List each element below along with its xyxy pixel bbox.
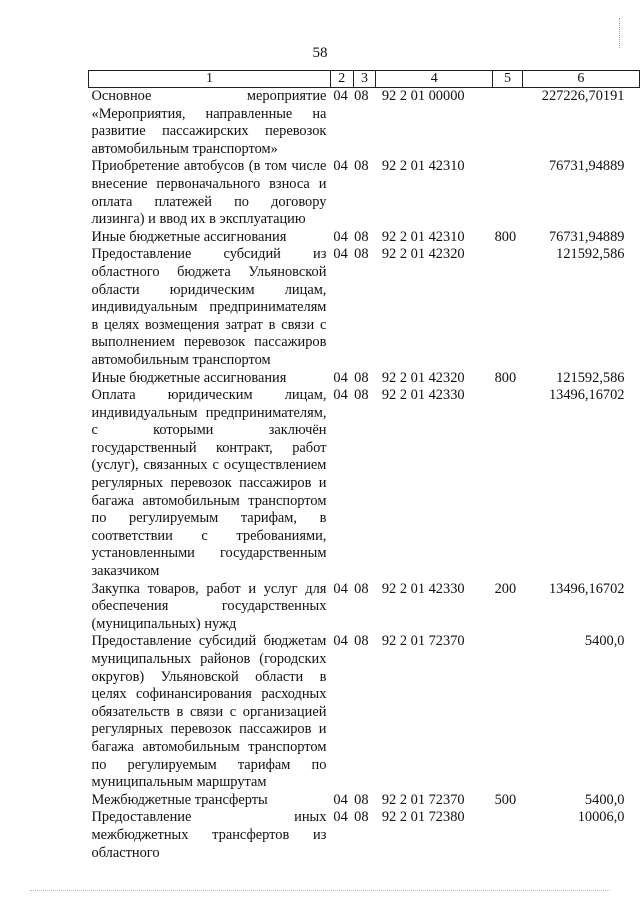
table-row bbox=[89, 158, 640, 228]
row-name: Иные бюджетные ассигнования bbox=[91, 228, 287, 245]
table-row bbox=[89, 581, 640, 634]
row-amount: 121592,586 bbox=[556, 369, 625, 386]
row-name: Предоставление иных межбюджетных трансфертов из областного bbox=[91, 809, 327, 861]
row-section-code: 04 bbox=[333, 791, 348, 808]
row-expense-type: 200 bbox=[494, 580, 517, 597]
row-subsection-code: 08 bbox=[354, 809, 369, 826]
table-row bbox=[89, 246, 640, 369]
header-col-5: 5 bbox=[493, 71, 523, 88]
table-header-row bbox=[89, 71, 640, 88]
row-amount: 10006,0 bbox=[577, 809, 625, 826]
row-target-article: 92 2 01 42320 bbox=[381, 246, 465, 263]
row-amount: 5400,0 bbox=[584, 633, 625, 650]
row-amount: 76731,94889 bbox=[548, 228, 625, 245]
table-row bbox=[89, 387, 640, 581]
row-expense-type bbox=[493, 246, 523, 369]
row-expense-type: 500 bbox=[494, 791, 517, 808]
row-subsection-code: 08 bbox=[354, 158, 369, 175]
row-subsection-code: 08 bbox=[354, 791, 369, 808]
row-section-code: 04 bbox=[333, 580, 348, 597]
row-name: Иные бюджетные ассигнования bbox=[91, 369, 287, 386]
row-target-article: 92 2 01 72370 bbox=[381, 633, 465, 650]
row-target-article: 92 2 01 72370 bbox=[381, 791, 465, 808]
row-expense-type bbox=[493, 633, 523, 791]
row-name: Основное мероприятие «Мероприятия, направленные на развитие пассажирских перевозок автомобильным транспортом» bbox=[91, 88, 327, 157]
row-section-code: 04 bbox=[333, 246, 348, 263]
row-target-article: 92 2 01 42330 bbox=[381, 387, 465, 404]
row-name: Закупка товаров, работ и услуг для обеспечения государственных (муниципальных) нужд bbox=[91, 580, 327, 632]
row-expense-type bbox=[493, 809, 523, 862]
row-section-code: 04 bbox=[333, 158, 348, 175]
row-subsection-code: 08 bbox=[354, 88, 369, 104]
row-subsection-code: 08 bbox=[354, 228, 369, 245]
row-name: Предоставление субсидий бюджетам муниципальных районов (городских округов) Ульяновской области в целях софинансирования расходных обязательств в связи с организацией регулярных перевозок пассажиров и багажа автомобильным транспортом по регулируемым тарифам по муниципальным маршрутам bbox=[91, 633, 327, 791]
header-col-6: 6 bbox=[522, 71, 639, 88]
row-subsection-code: 08 bbox=[354, 633, 369, 650]
row-amount: 13496,16702 bbox=[548, 387, 625, 404]
row-name: Предоставление субсидий из областного бюджета Ульяновской области юридическим лицам, индивидуальным предпринимателям в целях возмещения затрат в связи с выполнением перевозок пассажиров автомобильным транспортом bbox=[91, 246, 327, 368]
row-expense-type bbox=[493, 158, 523, 228]
row-section-code: 04 bbox=[333, 809, 348, 826]
row-expense-type bbox=[493, 88, 523, 159]
row-section-code: 04 bbox=[333, 88, 348, 104]
table-row bbox=[89, 809, 640, 862]
scan-edge-mark bbox=[618, 18, 620, 48]
row-target-article: 92 2 01 00000 bbox=[381, 88, 465, 104]
page-number: 58 bbox=[312, 45, 328, 61]
row-section-code: 04 bbox=[333, 387, 348, 404]
header-col-2: 2 bbox=[330, 71, 353, 88]
row-section-code: 04 bbox=[333, 228, 348, 245]
row-target-article: 92 2 01 72380 bbox=[381, 809, 465, 826]
table-row bbox=[89, 229, 640, 247]
row-subsection-code: 08 bbox=[354, 580, 369, 597]
row-target-article: 92 2 01 42310 bbox=[381, 228, 465, 245]
table-row bbox=[89, 88, 640, 159]
row-amount: 227226,70191 bbox=[541, 88, 625, 104]
table-row bbox=[89, 792, 640, 810]
table-row bbox=[89, 370, 640, 388]
budget-table bbox=[88, 70, 640, 862]
header-col-3: 3 bbox=[353, 71, 376, 88]
row-name: Оплата юридическим лицам, индивидуальным предпринимателям, с которыми заключён государственный контракт, работ (услуг), связанных с осуществлением регулярных перевозок пассажиров и багажа автомобильным транспортом по регулируемым тарифам, в соответствии с требованиями, установленными государственным заказчиком bbox=[91, 387, 327, 580]
row-expense-type: 800 bbox=[494, 369, 517, 386]
row-subsection-code: 08 bbox=[354, 387, 369, 404]
row-subsection-code: 08 bbox=[354, 246, 369, 263]
row-target-article: 92 2 01 42310 bbox=[381, 158, 465, 175]
row-expense-type: 800 bbox=[494, 228, 517, 245]
row-section-code: 04 bbox=[333, 633, 348, 650]
scan-bottom-line bbox=[30, 890, 610, 891]
row-amount: 5400,0 bbox=[584, 791, 625, 808]
row-target-article: 92 2 01 42320 bbox=[381, 369, 465, 386]
header-col-4: 4 bbox=[376, 71, 493, 88]
row-amount: 13496,16702 bbox=[548, 580, 625, 597]
header-col-1: 1 bbox=[89, 71, 331, 88]
row-subsection-code: 08 bbox=[354, 369, 369, 386]
row-expense-type bbox=[493, 387, 523, 581]
row-amount: 121592,586 bbox=[556, 246, 625, 263]
row-target-article: 92 2 01 42330 bbox=[381, 580, 465, 597]
row-amount: 76731,94889 bbox=[548, 158, 625, 175]
table-row bbox=[89, 633, 640, 791]
row-section-code: 04 bbox=[333, 369, 348, 386]
row-name: Приобретение автобусов (в том числе внесение первоначального взноса и оплата платежей по договору лизинга) и ввод их в эксплуатацию bbox=[91, 158, 327, 228]
row-name: Межбюджетные трансферты bbox=[91, 791, 268, 808]
